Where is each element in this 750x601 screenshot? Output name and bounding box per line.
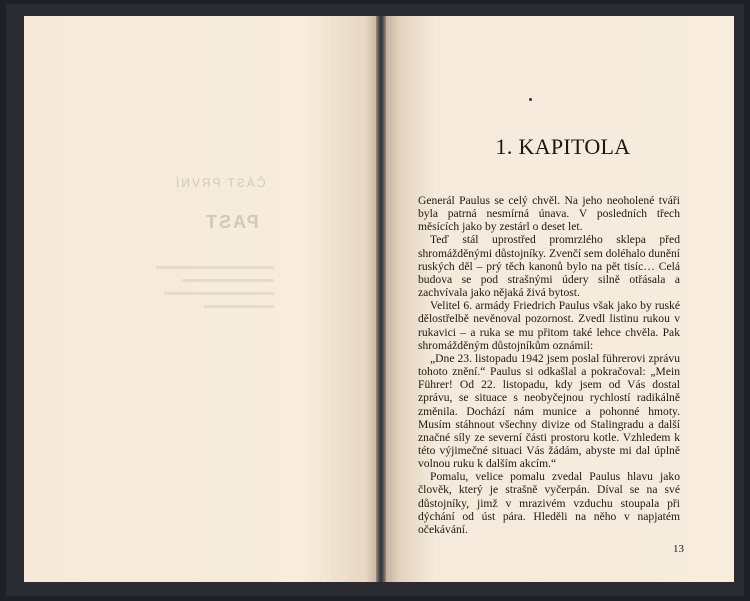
left-page-bleed-through (154, 266, 274, 318)
left-page (24, 16, 376, 582)
paragraph: „Dne 23. listopadu 1942 jsem poslal führerovi zprávu tohoto znění.“ Paulus si odkašlal a pokračoval: „Mein Führer! Od 22. listopadu, kdy jsem od Vás dostal zprávu, se situace s neobyčejnou rychlostí radikálně změnila. Dochází nám munice a pohonné hmoty. Musím stáhnout všechny divize od Stalingradu a další značné síly ze severní části prostoru kotle. Vzhledem k této výjimečné situaci Vás žádám, abyste mi dal úplně volnou ruku k dalším akcím.“ (418, 351, 680, 471)
paragraph: Pomalu, velice pomalu zvedal Paulus hlavu jako člověk, který je strašně vyčerpán. Díval se na své důstojníky, jimž v mrazivém vzduchu stoupala při dýchání od úst pára. Hleděli na něho v napjatém očekávání. (418, 470, 680, 536)
chapter-title: 1. KAPITOLA (495, 134, 631, 159)
paragraph: Teď stál uprostřed promrzlého sklepa před shromážděnými důstojníky. Zvenčí sem doléhalo dunění ruských děl – prý těch kanonů bylo na pět tisíc… Celá budova se pod strašnými údery silně otřásala a zachvívala jako nějaká živá bytost. (418, 233, 680, 300)
right-page (386, 16, 734, 582)
paragraph: Velitel 6. armády Friedrich Paulus však jako by ruské dělostřelbě nevěnoval pozornost. Zvedl listinu rukou v rukavici – a ruka se mu přitom také lehce chvěla. Pak shromážděným důstojníkům oznámil: (418, 299, 680, 352)
paragraph: Generál Paulus se celý chvěl. Na jeho neoholené tváři byla patrná nesmírná únava. V posledních třech měsících jako by zestárl o deset let. (418, 194, 680, 234)
chapter-body (418, 194, 680, 536)
book-gutter (376, 16, 386, 582)
ink-speck (529, 98, 532, 101)
page-number: 13 (673, 543, 684, 555)
open-book (6, 4, 744, 596)
left-page-faded-heading: ČÁST PRVNÍ (174, 176, 266, 190)
left-page-faded-title: PAST (204, 212, 259, 232)
